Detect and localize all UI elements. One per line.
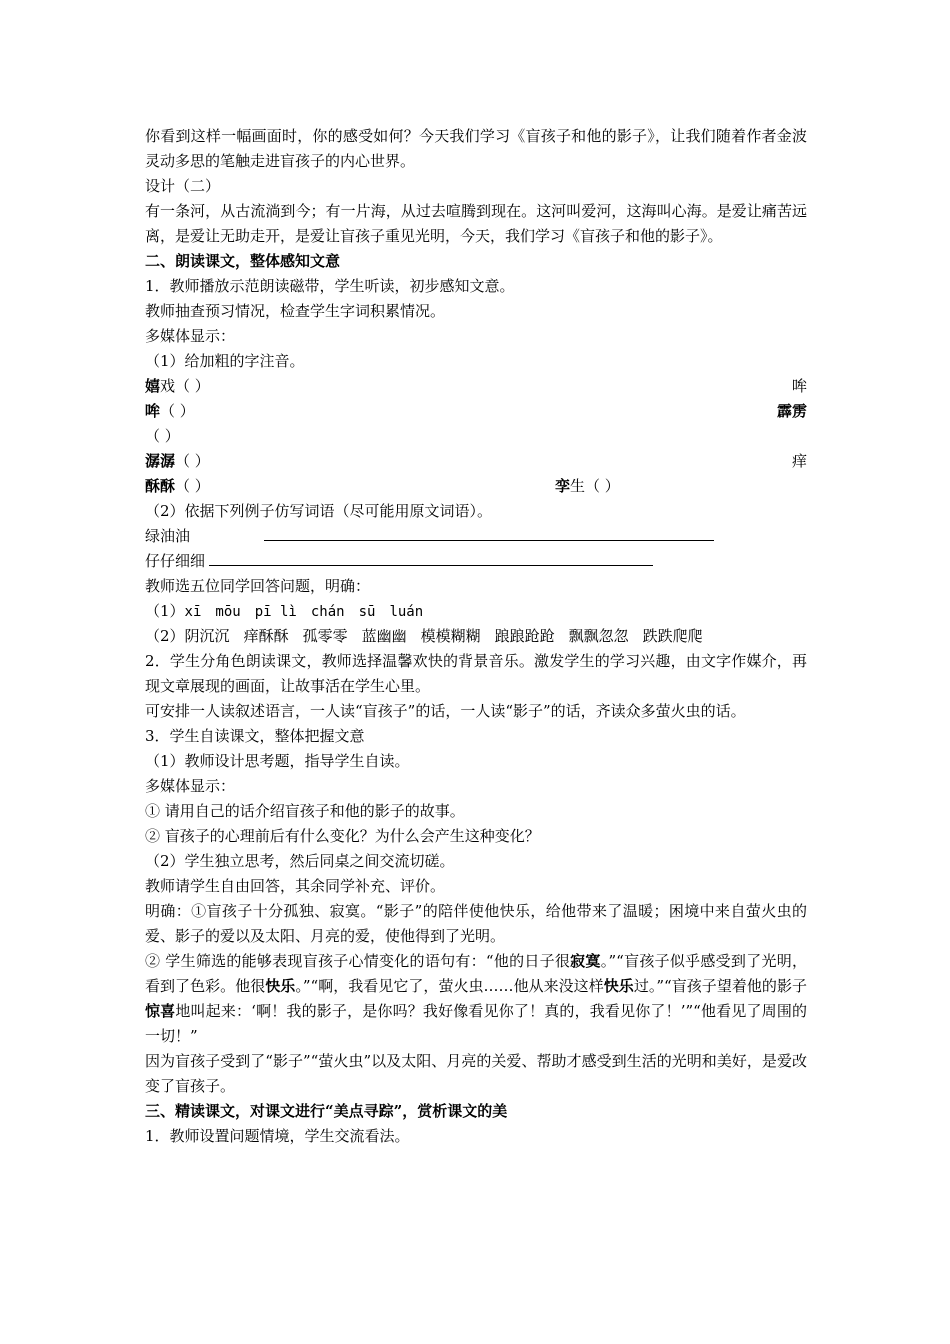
step-two: 2．学生分角色朗读课文，教师选择温馨欢快的背景音乐。激发学生的学习兴趣，由文字作媒介，再现文章展现的画面，让故事活在学生心里。: [145, 652, 807, 695]
pinyin-row-5: [145, 474, 807, 499]
pinyin: sū: [358, 604, 376, 620]
example-one: [145, 524, 807, 549]
example-word: 绿油油: [145, 527, 191, 545]
answer-label: （1）: [145, 602, 185, 620]
text-run: ② 学生筛选的能够表现盲孩子心情变化的语句有：“他的日子很: [145, 952, 571, 970]
document-page: [145, 124, 807, 1149]
answer-label: （2）: [145, 627, 185, 645]
step-three: 3．学生自读课文，整体把握文意: [145, 727, 365, 745]
blank: （ ）: [175, 477, 210, 495]
intro-paragraph: 你看到这样一幅画面时，你的感受如何？今天我们学习《盲孩子和他的影子》，让我们随着作者金波灵动多思的笔触走进盲孩子的内心世界。: [145, 127, 807, 170]
word: 痒酥酥: [243, 627, 289, 645]
bold-word: 快乐: [603, 977, 634, 995]
word: 踉踉跄跄: [494, 627, 555, 645]
answer-two: [145, 624, 807, 649]
section-three-heading: 三、精读课文，对课文进行“美点寻踪”，赏析课文的美: [145, 1102, 508, 1120]
step-one-check: 教师抽查预习情况，检查学生字词积累情况。: [145, 302, 446, 320]
bold-word: 惊喜: [145, 1002, 176, 1020]
word: 跌跌爬爬: [642, 627, 703, 645]
row-end-char: 痒: [791, 452, 807, 470]
bold-char: 酥酥: [145, 477, 176, 495]
bold-word: 快乐: [265, 977, 296, 995]
blank: 戏（ ）: [160, 377, 210, 395]
question-one: （1）给加粗的字注音。: [145, 352, 305, 370]
bold-char: 哞: [145, 402, 161, 420]
text-run: 地叫起来：‘啊！我的影子，是你吗？我好像看见你了！真的，我看见你了！’”“他看见了周围的一切！”: [145, 1002, 807, 1045]
bold-word: 寂寞: [570, 952, 601, 970]
blank: （ ）: [175, 452, 210, 470]
question-two: （2）依据下列例子仿写词语（尽可能用原文词语）。: [145, 502, 493, 520]
step-one: 1．教师播放示范朗读磁带，学生听读，初步感知文意。: [145, 277, 515, 295]
pinyin: pī lì: [254, 604, 297, 620]
pinyin-row-4: [145, 449, 807, 474]
bold-char: 孪: [555, 477, 571, 495]
design-two-label: 设计（二）: [145, 177, 221, 195]
word: 孤零零: [302, 627, 348, 645]
answer-line: [209, 550, 653, 566]
multimedia-label: 多媒体显示：: [145, 327, 236, 345]
conclusion: 因为盲孩子受到了“影子”“萤火虫”以及太阳、月亮的关爱、帮助才感受到生活的光明和美好，是爱改变了盲孩子。: [145, 1052, 807, 1095]
pinyin-row-3: （ ）: [145, 427, 180, 445]
text-run: 。”“盲孩子似乎感受到了光明，看到了色彩。他很: [145, 952, 807, 995]
bold-char: 霹雳: [776, 402, 807, 420]
step-two-roles: 可安排一人读叙述语言，一人读“盲孩子”的话，一人读“影子”的话，齐读众多萤火虫的话。: [145, 702, 746, 720]
quotes-paragraph: [145, 949, 807, 1049]
pinyin: chán: [310, 604, 345, 620]
bold-char: 嬉: [145, 377, 161, 395]
design-two-paragraph: 有一条河，从古流淌到今；有一片海，从过去喧腾到现在。这河叫爱河，这海叫心海。是爱让痛苦远离，是爱让无助走开，是爱让盲孩子重见光明，今天，我们学习《盲孩子和他的影子》。: [145, 202, 807, 245]
blank: （ ）: [160, 402, 195, 420]
bold-char: 潺潺: [145, 452, 176, 470]
text-run: 过。”“盲孩子望着他的影子: [633, 977, 807, 995]
pinyin: luán: [389, 604, 424, 620]
section-three-step-one: 1．教师设置问题情境，学生交流看法。: [145, 1127, 410, 1145]
think-question-1: ① 请用自己的话介绍盲孩子和他的影子的故事。: [145, 802, 465, 820]
pinyin-row-1: [145, 374, 807, 399]
pinyin: mōu: [215, 604, 241, 620]
think-question-2: ② 盲孩子的心理前后有什么变化？为什么会产生这种变化？: [145, 827, 540, 845]
example-word: 仔仔细细: [145, 552, 206, 570]
word: 蓝幽幽: [361, 627, 407, 645]
clarification: 明确：①盲孩子十分孤独、寂寞。“影子”的陪伴使他快乐，给他带来了温暖；困境中来自萤火虫的爱、影子的爱以及太阳、月亮的爱，使他得到了光明。: [145, 902, 807, 945]
pinyin: xī: [184, 604, 202, 620]
answer-intro: 教师选五位同学回答问题，明确：: [145, 577, 371, 595]
step-three-q3: 教师请学生自由回答，其余同学补充、评价。: [145, 877, 446, 895]
word: 模模糊糊: [420, 627, 481, 645]
example-two: [145, 549, 807, 574]
row-end-char: 哞: [791, 377, 807, 395]
text-run: 。”“啊，我看见它了，萤火虫……他从来没这样: [295, 977, 604, 995]
answer-line: [264, 525, 714, 541]
word: 飘飘忽忽: [568, 627, 629, 645]
word: 阴沉沉: [184, 627, 230, 645]
pinyin-row-2: [145, 399, 807, 424]
step-three-q1: （1）教师设计思考题，指导学生自读。: [145, 752, 410, 770]
answer-one: [145, 599, 807, 624]
section-two-heading: 二、朗读课文，整体感知文意: [145, 252, 341, 270]
blank: 生（ ）: [570, 477, 620, 495]
step-three-q2: （2）学生独立思考，然后同桌之间交流切磋。: [145, 852, 455, 870]
multimedia-label-2: 多媒体显示：: [145, 777, 236, 795]
